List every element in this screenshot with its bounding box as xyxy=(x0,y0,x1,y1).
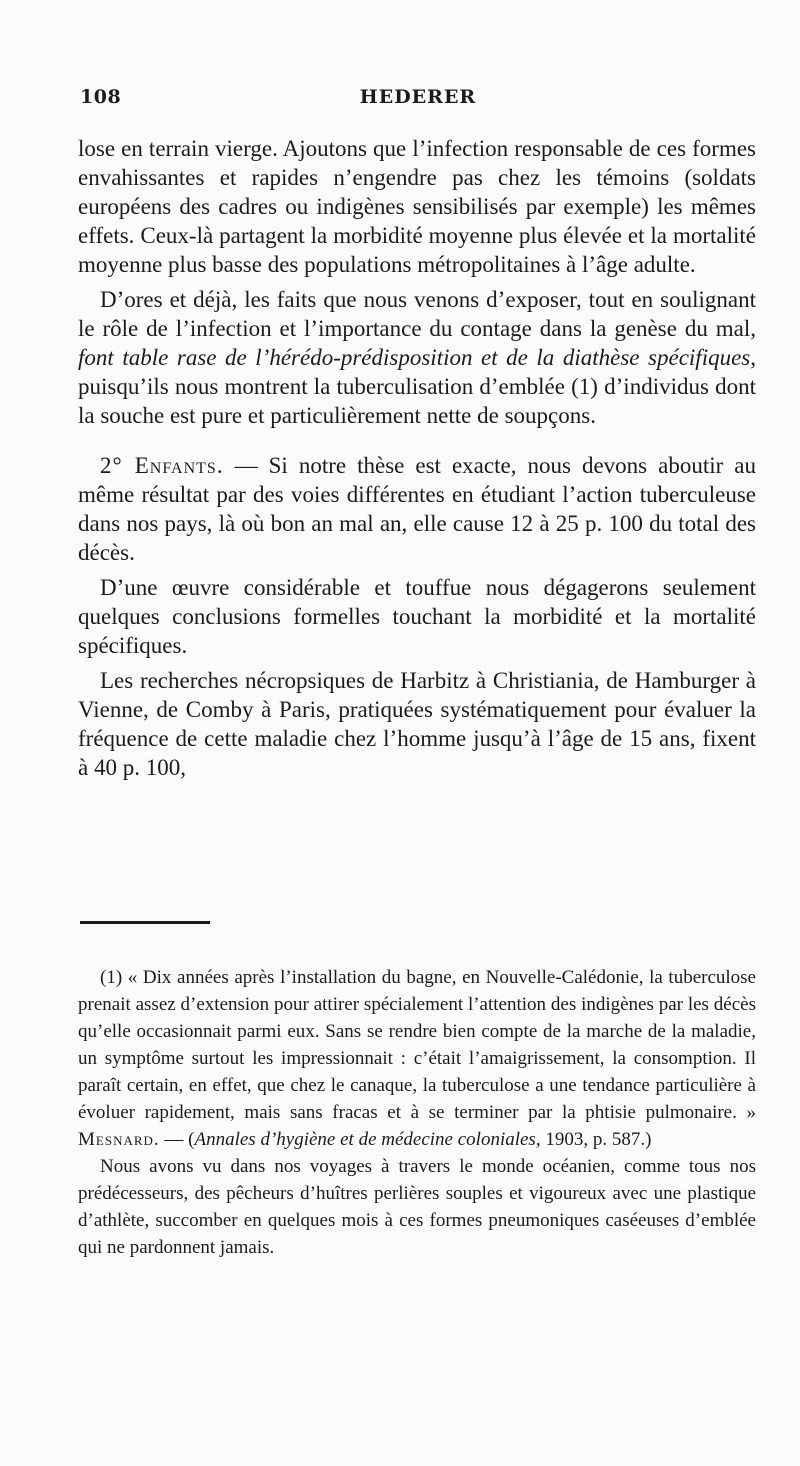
paragraph-2-emphasis: font table rase de l’hérédo-prédisposition et de la diathèse spécifiques xyxy=(78,345,751,370)
footnote-1-dash: — ( xyxy=(159,1129,195,1150)
paragraph-2-start: D’ores et déjà, les faits que nous venons d’exposer, tout en soulignant le rôle de l’infection et l’importance du contage dans la genèse du mal, xyxy=(78,287,756,341)
footnote-1-source-details: , 1903, p. 587.) xyxy=(535,1129,652,1150)
page-header xyxy=(80,86,756,116)
section-heading-enfants: 2° Enfants. xyxy=(100,453,224,478)
page-number: 108 xyxy=(80,86,122,108)
footnotes xyxy=(78,964,756,1261)
paragraph-3-text: — Si notre thèse est exacte, nous devons aboutir au même résultat par des voies différentes en étudiant l’action tuberculeuse dans nos pays, là où bon an mal an, elle cause 12 à 25 p. 100 du total des décès. xyxy=(78,453,757,565)
body-text xyxy=(78,134,756,782)
footnote-1-author: Mesnard. xyxy=(78,1129,160,1150)
paragraph-4: D’une œuvre considérable et touffue nous dégagerons seulement quelques conclusions formelles touchant la morbidité et la mortalité spécifiques. xyxy=(78,575,756,658)
footnote-1-text: (1) « Dix années après l’installation du bagne, en Nouvelle-Calédonie, la tuberculose prenait assez d’extension pour attirer spécialement l’attention des indigènes par les décès qu’elle occasionnait parmi eux. Sans se rendre bien compte de la marche de la maladie, un symptôme surtout les impressionnait : c’était l’amaigrissement, la consomption. Il paraît certain, en effet, que chez le canaque, la tuberculose a une tendance particulière à évoluer rapidement, mais sans fracas et à se terminer par la phtisie pulmonaire. » xyxy=(78,967,756,1123)
footnote-separator xyxy=(80,921,210,924)
paragraph-2 xyxy=(78,285,756,430)
footnote-2: Nous avons vu dans nos voyages à travers le monde océanien, comme tous nos prédécesseurs, des pêcheurs d’huîtres perlières souples et vigoureux avec une plastique d’athlète, succomber en quelques mois à ces formes pneumoniques caséeuses d’emblée qui ne pardonnent jamais. xyxy=(78,1156,756,1258)
paragraph-2-end: , puisqu’ils nous montrent la tuberculisation d’emblée (1) d’individus dont la souche est pure et particulièrement nette de soupçons. xyxy=(78,345,756,428)
footnote-1-source: Annales d’hygiène et de médecine coloniales xyxy=(194,1129,536,1150)
paragraph-3 xyxy=(78,451,756,567)
paragraph-5: Les recherches nécropsiques de Harbitz à Christiania, de Hamburger à Vienne, de Comby à Paris, pratiquées systématiquement pour évaluer la fréquence de cette maladie chez l’homme jusqu’à l’âge de 15 ans, fixent à 40 p. 100, xyxy=(78,668,756,780)
paragraph-1: lose en terrain vierge. Ajoutons que l’infection responsable de ces formes envahissantes et rapides n’engendre pas chez les témoins (soldats européens des cadres ou indigènes sensibilisés par exemple) les mêmes effets. Ceux-là partagent la morbidité moyenne plus élevée et la mortalité moyenne plus basse des populations métropolitaines à l’âge adulte. xyxy=(78,136,756,277)
running-head: HEDERER xyxy=(359,86,477,108)
footnote-1 xyxy=(78,964,756,1153)
